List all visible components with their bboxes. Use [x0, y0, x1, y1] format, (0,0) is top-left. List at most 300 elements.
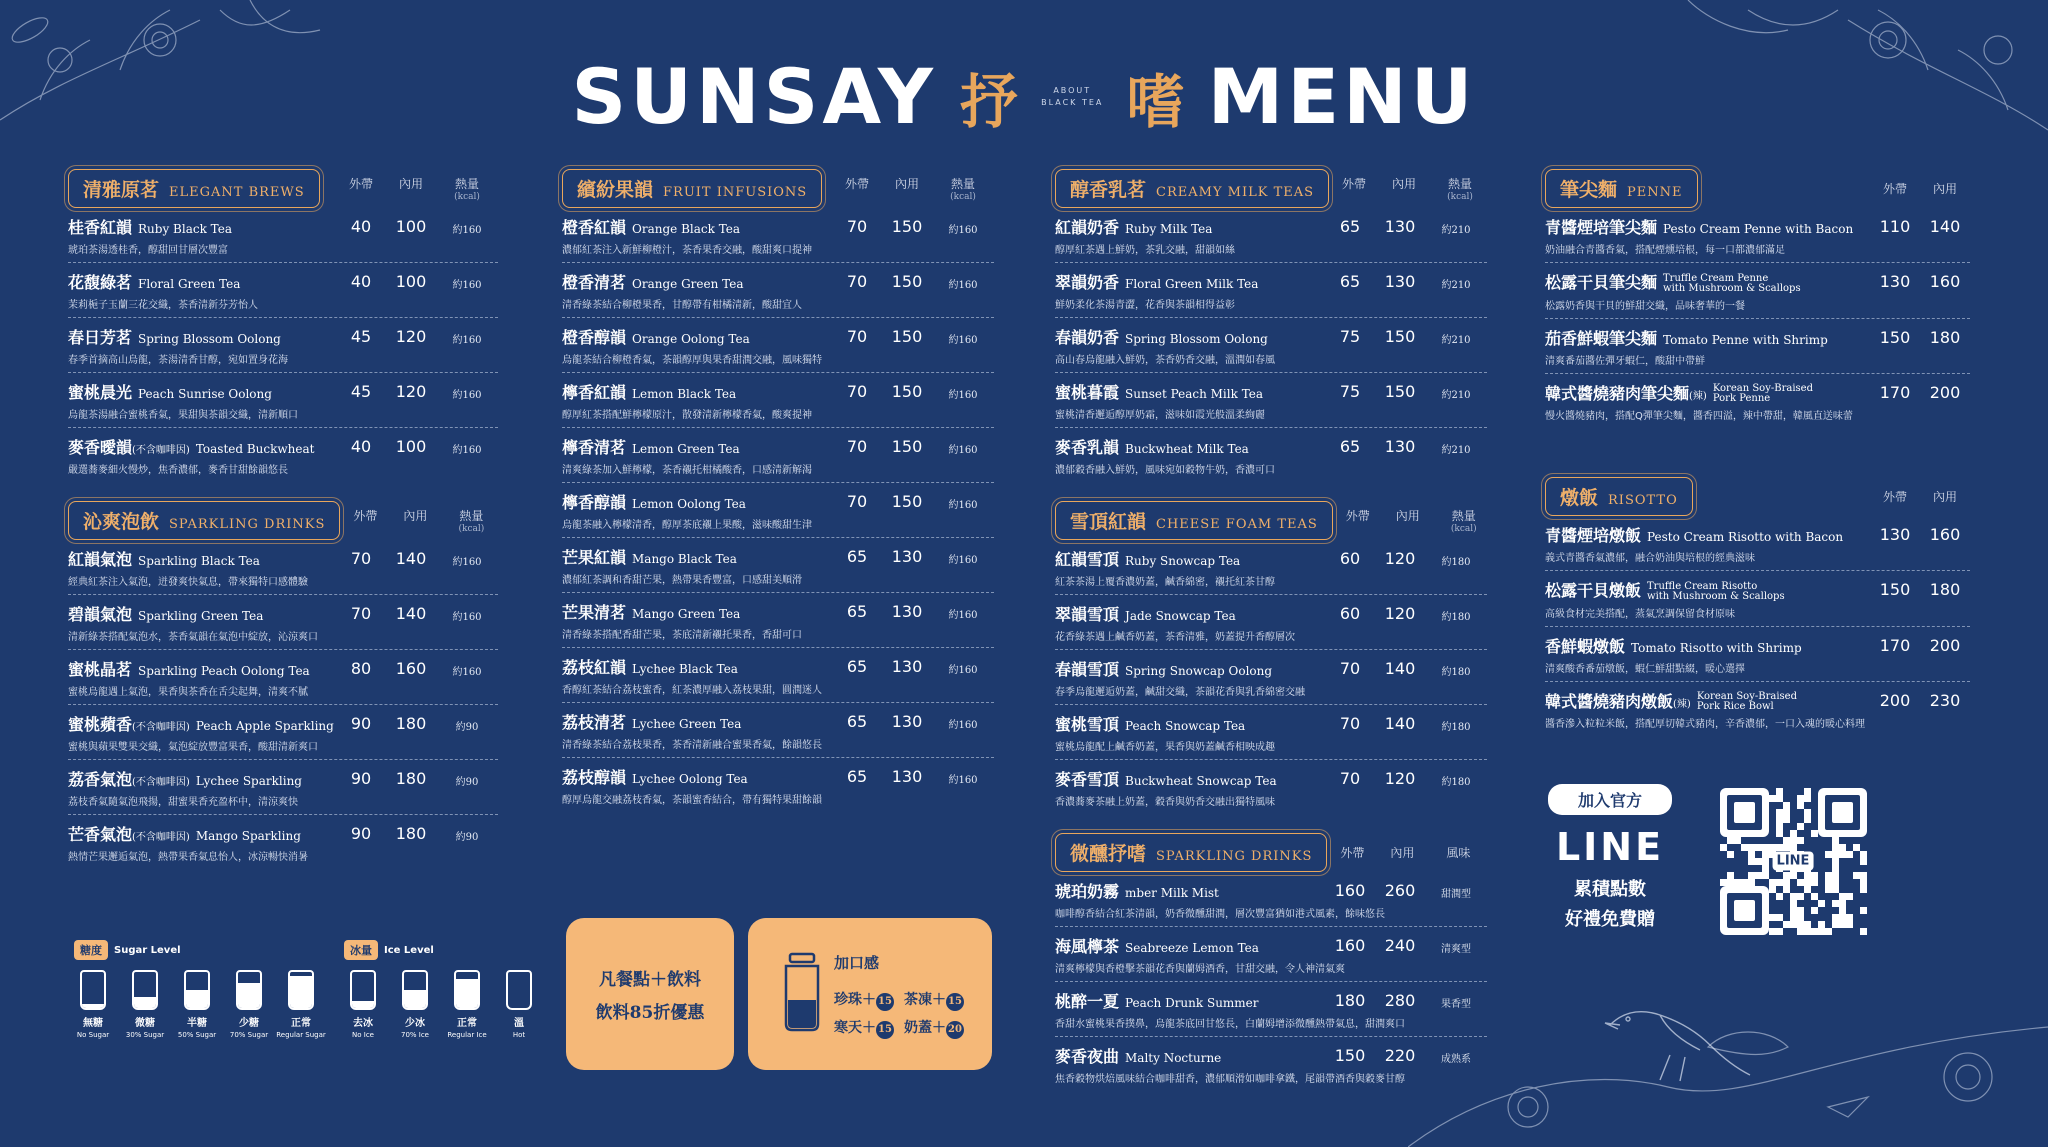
menu-item[interactable]: [1055, 760, 1487, 814]
section-fruit: [562, 168, 994, 812]
price-takeout: 70: [846, 327, 868, 346]
item-description: 琥珀茶湯透桂香，醇甜回甘層次豐富: [68, 245, 228, 256]
price-dinein: 140: [395, 549, 427, 568]
title-cn-1: 抒: [960, 67, 1019, 136]
item-name-line: [1055, 934, 1325, 957]
item-name-cn: 青醬煙培筆尖麵: [1545, 218, 1658, 237]
item-name-line: [562, 215, 832, 238]
item-name-block: [68, 380, 336, 421]
header-kcal: [436, 175, 498, 202]
item-name-line: [1055, 767, 1325, 790]
header-takeout: 外帶: [1882, 181, 1907, 196]
price-dinein: 120: [395, 327, 427, 346]
item-name-cn: 檸香紅韻: [562, 383, 627, 402]
price-takeout: 70: [846, 272, 868, 291]
item-kcal: 約180: [1441, 557, 1471, 568]
price-dinein: 260: [1384, 881, 1416, 900]
item-name-en: Lychee Sparkling: [195, 774, 302, 788]
section-penne: [1545, 168, 1970, 428]
section-header: [562, 168, 994, 208]
menu-item[interactable]: [562, 483, 994, 538]
item-name-cn: 蜜桃雪頂: [1055, 715, 1120, 734]
item-kcal: 約160: [452, 612, 482, 623]
item-name-line: [68, 380, 336, 403]
item-name-cn: 芒果清茗: [562, 603, 627, 622]
level-label-cn: 少糖: [239, 1018, 259, 1029]
price-takeout: 130: [1879, 272, 1911, 291]
item-name-block: [1545, 381, 1870, 423]
menu-item[interactable]: [562, 758, 994, 812]
price-dinein: 130: [1384, 272, 1416, 291]
menu-item[interactable]: [1545, 627, 1970, 682]
price-dinein: 150: [891, 327, 923, 346]
item-description: 清香綠茶搭配香甜芒果，茶底清新襯托果香，香甜可口: [562, 630, 802, 641]
item-name-en: Peach Drunk Summer: [1125, 996, 1259, 1010]
menu-item[interactable]: [562, 703, 994, 758]
menu-item[interactable]: [1545, 571, 1970, 627]
cup-sugar-level: [126, 970, 164, 1039]
price-takeout: 65: [846, 767, 868, 786]
item-name-block: [1545, 326, 1870, 367]
price-takeout: 170: [1879, 635, 1911, 655]
level-label-en: 50% Sugar: [177, 1031, 217, 1039]
menu-item[interactable]: [1545, 319, 1970, 374]
price-dinein: 130: [891, 602, 923, 621]
line-qr-code[interactable]: LINE: [1714, 784, 1872, 938]
price-takeout: 60: [1339, 549, 1361, 568]
menu-item[interactable]: [1055, 650, 1487, 705]
menu-item[interactable]: [1055, 872, 1487, 927]
menu-item[interactable]: [68, 815, 498, 869]
item-name-en: Tomato Risotto with Shrimp: [1631, 640, 1802, 655]
item-kcal: 約180: [1441, 722, 1471, 733]
item-name-line: [1055, 547, 1325, 570]
item-name-en: Peach Snowcap Tea: [1125, 719, 1246, 733]
section-title-cn: 繽紛果韻: [577, 178, 654, 201]
section-header: [1545, 168, 1970, 208]
menu-item[interactable]: [1055, 705, 1487, 760]
item-name-block: [1055, 547, 1325, 588]
price-dinein: 100: [395, 217, 427, 236]
price-dinein: 150: [891, 492, 923, 511]
item-name-en: [1697, 692, 1797, 712]
item-tag: (辣): [1673, 698, 1691, 710]
item-name-block: [562, 490, 832, 531]
menu-item[interactable]: [68, 650, 498, 705]
item-name-block: [562, 710, 832, 751]
item-name-block: [1545, 523, 1870, 564]
section-milk: [1055, 168, 1487, 482]
cup-icon: [506, 970, 532, 1010]
header-kcal-unit: (kcal): [950, 191, 976, 202]
item-name-cn: 蜜桃暮霞: [1055, 383, 1120, 402]
item-name-block: [1545, 578, 1870, 620]
item-name-en: Spring Snowcap Oolong: [1125, 664, 1273, 678]
item-description: 烏龍茶結合柳橙香氣，茶韻醇厚與果香甜潤交融，風味獨特: [562, 355, 822, 366]
header-dinein: 內用: [1395, 508, 1420, 523]
header-kcal: [1429, 175, 1491, 202]
item-name-line: [1545, 634, 1870, 657]
menu-item[interactable]: [562, 428, 994, 483]
menu-item[interactable]: [1055, 318, 1487, 373]
cup-icon: [184, 970, 210, 1010]
header-dinein: 內用: [894, 176, 919, 191]
item-name-line: [68, 547, 336, 570]
price-dinein: 100: [395, 437, 427, 456]
item-kcal: 約90: [455, 777, 479, 788]
price-dinein: 120: [395, 382, 427, 401]
item-kcal: 約160: [948, 335, 978, 346]
price-dinein: 220: [1384, 1046, 1416, 1065]
price-takeout: 70: [846, 437, 868, 456]
menu-item[interactable]: [68, 208, 498, 263]
item-kcal: 約180: [1441, 612, 1471, 623]
section-title-cn: 清雅原茗: [83, 178, 160, 201]
price-dinein: 180: [395, 714, 427, 733]
level-label-en: Regular Ice: [447, 1031, 487, 1039]
section-cheese: [1055, 500, 1487, 814]
item-name-en: Lychee Oolong Tea: [632, 772, 748, 786]
column-headers: [1329, 175, 1491, 202]
price-takeout: 65: [846, 602, 868, 621]
item-name-line: [68, 767, 336, 790]
item-name-cn: 檸香清茗: [562, 438, 627, 457]
item-name-block: [1055, 767, 1325, 808]
menu-item[interactable]: [68, 428, 498, 482]
item-name-line: [1055, 435, 1325, 458]
menu-item[interactable]: [1055, 428, 1487, 482]
menu-item[interactable]: [562, 373, 994, 428]
menu-item[interactable]: [562, 648, 994, 703]
price-dinein: 160: [395, 659, 427, 678]
title-cn-2: 嗜: [1126, 67, 1185, 136]
menu-item[interactable]: [1055, 208, 1487, 263]
item-description: 春季首摘高山烏龍，茶湯清香甘醇，宛如置身花海: [68, 355, 288, 366]
price-dinein: 150: [891, 382, 923, 401]
promo-meal-discount: 凡餐點＋飲料 飲料85折優惠: [566, 918, 734, 1070]
header-kcal-label: 熱量: [1448, 176, 1473, 191]
section-title-cn: 雪頂紅韻: [1070, 510, 1147, 533]
menu-column-2: [562, 168, 994, 830]
header-kcal-unit: (kcal): [1450, 523, 1477, 534]
item-name-line: [1545, 270, 1870, 294]
item-description: 香濃蕎麥茶融上奶蓋，穀香與奶香交融出獨特風味: [1055, 797, 1275, 808]
price-dinein: 120: [1384, 769, 1416, 788]
price-takeout: 75: [1339, 327, 1361, 346]
menu-item[interactable]: [562, 208, 994, 263]
item-name-line: [562, 380, 832, 403]
menu-column-4: [1545, 168, 1970, 754]
item-name-en-1: Korean Soy-Braised: [1712, 383, 1813, 394]
menu-item[interactable]: [562, 593, 994, 648]
menu-item[interactable]: [68, 263, 498, 318]
price-takeout: 65: [1339, 217, 1361, 236]
menu-item[interactable]: [68, 318, 498, 373]
item-name-en: Spring Blossom Oolong: [138, 332, 281, 346]
item-list: [1055, 540, 1487, 814]
item-flavor: 清爽型: [1441, 944, 1471, 955]
menu-item[interactable]: [1055, 595, 1487, 650]
price-takeout: 80: [350, 659, 372, 678]
item-kcal: 約160: [948, 445, 978, 456]
item-name-block: [562, 215, 832, 256]
item-description: 清香綠茶結合柳橙果香，甘醇帶有柑橘清新，酸甜宜人: [562, 300, 802, 311]
item-kcal: 約160: [452, 445, 482, 456]
price-takeout: 70: [846, 382, 868, 401]
price-dinein: 160: [1929, 525, 1961, 544]
item-name-en: Pesto Cream Risotto with Bacon: [1647, 530, 1844, 544]
section-header: [68, 500, 498, 540]
item-name-en: Floral Green Tea: [138, 277, 241, 291]
price-takeout: 70: [1339, 659, 1361, 678]
menu-item[interactable]: [1545, 263, 1970, 319]
section-title: [1545, 169, 1698, 208]
item-tag: (不含咖啡因): [132, 832, 190, 843]
item-description: 嚴選蕎麥細火慢炒，焦香濃郁，麥香甘甜餘韻悠長: [68, 465, 288, 476]
item-name-block: [68, 325, 336, 366]
price-dinein: 140: [395, 604, 427, 623]
section-title: [1055, 833, 1327, 872]
item-kcal: 約160: [948, 280, 978, 291]
price-takeout: 150: [1879, 580, 1911, 599]
price-dinein: 130: [891, 712, 923, 731]
item-kcal: 約160: [948, 720, 978, 731]
item-list: [1055, 208, 1487, 482]
header-dinein: 內用: [403, 508, 428, 523]
ice-level: 冰量 Ice Level 去冰 No Ice 少冰 70% Ice 正常 Regular Ice 溫 Hot: [344, 940, 538, 1039]
menu-column-1: [68, 168, 498, 887]
price-dinein: 140: [1384, 659, 1416, 678]
section-header: [1055, 500, 1487, 540]
menu-item[interactable]: [562, 318, 994, 373]
item-name-en: Buckwheat Snowcap Tea: [1125, 774, 1277, 788]
menu-item[interactable]: [1055, 263, 1487, 318]
item-description: 義式青醬香氣濃郁，融合奶油與培根的經典滋味: [1545, 553, 1755, 564]
level-label-en: 30% Sugar: [125, 1031, 165, 1039]
item-name-en: Spring Blossom Oolong: [1125, 332, 1268, 346]
price-dinein: 120: [1384, 549, 1416, 568]
item-list: [1545, 208, 1970, 428]
item-flavor: 甜潤型: [1441, 889, 1471, 900]
item-kcal: 約210: [1441, 335, 1471, 346]
price-takeout: 60: [1339, 604, 1361, 623]
section-header: [1055, 168, 1487, 208]
price-dinein: 240: [1384, 936, 1416, 955]
item-name-line: [68, 657, 336, 680]
level-label-cn: 無糖: [83, 1018, 103, 1029]
level-label-en: No Ice: [352, 1031, 374, 1039]
cup-icon: [350, 970, 376, 1010]
level-label-en: Hot: [512, 1031, 526, 1039]
item-name-en-2: Pork Rice Bowl: [1696, 701, 1774, 712]
column-headers: [1327, 844, 1489, 861]
item-name-cn: 橙香清茗: [562, 273, 627, 292]
menu-item[interactable]: [68, 705, 498, 760]
cup-icon: [454, 970, 480, 1010]
cup-icon: [236, 970, 262, 1010]
section-header: [68, 168, 498, 208]
cup-icon: [288, 970, 314, 1010]
menu-item[interactable]: [1055, 927, 1487, 982]
item-name-line: [1055, 215, 1325, 238]
section-risotto: [1545, 476, 1970, 736]
level-label-cn: 半糖: [187, 1018, 207, 1029]
menu-item[interactable]: [1055, 540, 1487, 595]
item-flavor: 成熟系: [1441, 1054, 1471, 1065]
menu-item[interactable]: [68, 540, 498, 595]
item-list: [562, 208, 994, 812]
price-dinein: 130: [1384, 437, 1416, 456]
menu-item[interactable]: [562, 263, 994, 318]
menu-item[interactable]: [1545, 374, 1970, 429]
item-description: 高級食材完美搭配，蒸氣烹調保留食材原味: [1545, 608, 1735, 620]
item-kcal: 約160: [948, 390, 978, 401]
item-description: 烏龍茶湯融合蜜桃香氣，果甜與茶韻交織，清新順口: [68, 410, 298, 421]
price-takeout: 150: [1334, 1046, 1366, 1065]
item-name-block: [1055, 712, 1325, 753]
price-takeout: 70: [846, 217, 868, 236]
item-name-cn: 麥香乳韻: [1055, 438, 1120, 457]
section-title: [1055, 501, 1333, 540]
item-name-cn: 松露干貝燉飯: [1545, 581, 1642, 600]
item-name-block: [68, 657, 336, 698]
promo-toppings: 加口感 珍珠＋ 15 寒天＋ 15 茶凍＋ 15 奶蓋＋ 20: [748, 918, 992, 1070]
price-dinein: 200: [1929, 382, 1961, 402]
menu-item[interactable]: [562, 538, 994, 593]
price-dinein: 130: [891, 767, 923, 786]
item-name-en: [1713, 384, 1813, 404]
item-name-cn: 翠韻雪頂: [1055, 605, 1120, 624]
price-dinein: 280: [1384, 991, 1416, 1010]
price-dinein: 150: [1384, 327, 1416, 346]
price-dinein: 200: [1929, 635, 1961, 655]
item-tag: (不含咖啡因): [132, 445, 190, 456]
item-name-en-2: with Mushroom & Scallops: [1663, 282, 1801, 294]
item-name-cn: 蜜桃晨光: [68, 383, 133, 402]
item-name-cn: 麥香夜曲: [1055, 1047, 1120, 1066]
menu-item[interactable]: [1055, 1037, 1487, 1091]
section-title: [562, 169, 822, 208]
item-description: 蜜桃烏龍配上鹹香奶蓋，果香與奶蓋鹹香相映成趣: [1055, 742, 1275, 753]
item-description: 醬香滲入粒粒米飯，搭配厚切韓式豬肉，辛香濃郁，一口入魂的暖心料理: [1545, 719, 1865, 730]
item-name-cn: 荔香氣泡: [68, 770, 133, 789]
item-kcal: 約160: [452, 225, 482, 236]
section-title-en: FRUIT INFUSIONS: [663, 184, 808, 200]
price-takeout: 90: [350, 769, 372, 788]
section-title-en: SPARKLING DRINKS: [1156, 848, 1313, 864]
item-name-cn: 芒果紅韻: [562, 548, 627, 567]
item-kcal: 約160: [948, 775, 978, 786]
item-name-block: [68, 712, 336, 753]
item-name-line: [1055, 270, 1325, 293]
item-name-block: [562, 435, 832, 476]
item-name-block: [68, 270, 336, 311]
menu-item[interactable]: [1545, 682, 1970, 737]
item-name-block: [1055, 602, 1325, 643]
item-name-cn: 春日芳茗: [68, 328, 133, 347]
menu-item[interactable]: [1055, 982, 1487, 1037]
item-name-en: Pesto Cream Penne with Bacon: [1663, 222, 1854, 236]
price-dinein: 130: [891, 657, 923, 676]
price-dinein: 140: [1929, 217, 1961, 236]
item-name-line: [68, 822, 336, 845]
price-takeout: 160: [1334, 881, 1366, 900]
item-name-line: [1055, 879, 1325, 902]
item-kcal: 約90: [455, 832, 479, 843]
cup-sugar-level: [276, 970, 326, 1039]
item-name-line: [1055, 602, 1325, 625]
header-takeout: 外帶: [1342, 176, 1367, 191]
cup-sugar-level: [178, 970, 216, 1039]
header-kcal: [932, 175, 994, 202]
item-name-block: [1055, 270, 1325, 311]
section-title-cn: 筆尖麵: [1560, 178, 1618, 201]
item-description: 松露奶香與干貝的鮮甜交織，品味奢華的一餐: [1545, 300, 1745, 312]
price-dinein: 180: [395, 824, 427, 843]
menu-item[interactable]: [1545, 516, 1970, 571]
section-title-cn: 沁爽泡飲: [83, 510, 160, 533]
menu-item[interactable]: [68, 595, 498, 650]
item-name-cn: 荔枝醇韻: [562, 768, 627, 787]
item-name-en: Malty Nocturne: [1125, 1051, 1222, 1065]
section-title: [68, 169, 320, 208]
item-name-cn: 紅韻雪頂: [1055, 550, 1120, 569]
menu-item[interactable]: [1545, 208, 1970, 263]
item-name-line: [562, 545, 832, 568]
header-takeout: 外帶: [844, 176, 869, 191]
item-description: 濃郁紅茶調和香甜芒果，熱帶果香豐富，口感甜美順滑: [562, 575, 802, 586]
item-description: 經典紅茶注入氣泡，迸發爽快氣息，帶來獨特口感體驗: [68, 577, 308, 588]
item-description: 慢火醬燒豬肉，搭配Q彈筆尖麵，醬香四溢，辣中帶甜，韓風直送味蕾: [1545, 411, 1853, 422]
join-official-button[interactable]: 加入官方: [1548, 784, 1672, 815]
section-title-en: PENNE: [1627, 184, 1683, 200]
item-name-block: [1545, 689, 1870, 731]
item-name-cn: 桂香紅韻: [68, 218, 133, 237]
item-name-cn: 麥香雪頂: [1055, 770, 1120, 789]
menu-item[interactable]: [68, 373, 498, 428]
sugar-level: 糖度 Sugar Level 無糖 No Sugar 微糖 30% Sugar 半糖 50% Sugar 少糖 70% Sugar 正常 Regular Sugar: [74, 940, 320, 1039]
menu-item[interactable]: [1055, 373, 1487, 428]
menu-item[interactable]: [68, 760, 498, 815]
item-kcal: 約160: [452, 557, 482, 568]
section-title-en: ELEGANT BREWS: [169, 184, 305, 200]
item-name-block: [68, 822, 336, 863]
item-name-en: mber Milk Mist: [1125, 886, 1219, 900]
item-kcal: 約160: [452, 335, 482, 346]
item-list: [68, 208, 498, 482]
item-description: 茉莉梔子玉蘭三花交織，茶香清新芬芳怡人: [68, 300, 258, 311]
item-name-cn: 青醬煙培燉飯: [1545, 526, 1642, 545]
item-description: 奶油融合青醬香氣，搭配煙燻培根，每一口都濃郁滿足: [1545, 245, 1785, 256]
price-dinein: 130: [891, 547, 923, 566]
section-title: [1055, 169, 1329, 208]
header-dinein: 內用: [398, 176, 423, 191]
item-name-cn: 松露干貝筆尖麵: [1545, 273, 1658, 292]
item-description: 蜜桃烏龍遇上氣泡，果香與茶香在舌尖起舞，清爽不膩: [68, 687, 308, 698]
item-name-block: [1055, 657, 1325, 698]
price-takeout: 45: [350, 382, 372, 401]
item-name-block: [1055, 934, 1345, 975]
item-name-en-1: Korean Soy-Braised: [1696, 691, 1797, 702]
level-label-cn: 溫: [514, 1018, 524, 1029]
item-description: 清爽酸香番茄燉飯，蝦仁鮮甜點綴，暖心選擇: [1545, 663, 1745, 675]
level-label-cn: 去冰: [353, 1018, 373, 1029]
header-kcal-unit: (kcal): [1447, 191, 1473, 202]
price-takeout: 40: [350, 272, 372, 291]
item-description: 高山春烏龍融入鮮奶，茶香奶香交融，溫潤如春風: [1055, 355, 1275, 366]
price-takeout: 70: [1339, 714, 1361, 733]
item-name-en: Tomato Penne with Shrimp: [1663, 332, 1828, 347]
